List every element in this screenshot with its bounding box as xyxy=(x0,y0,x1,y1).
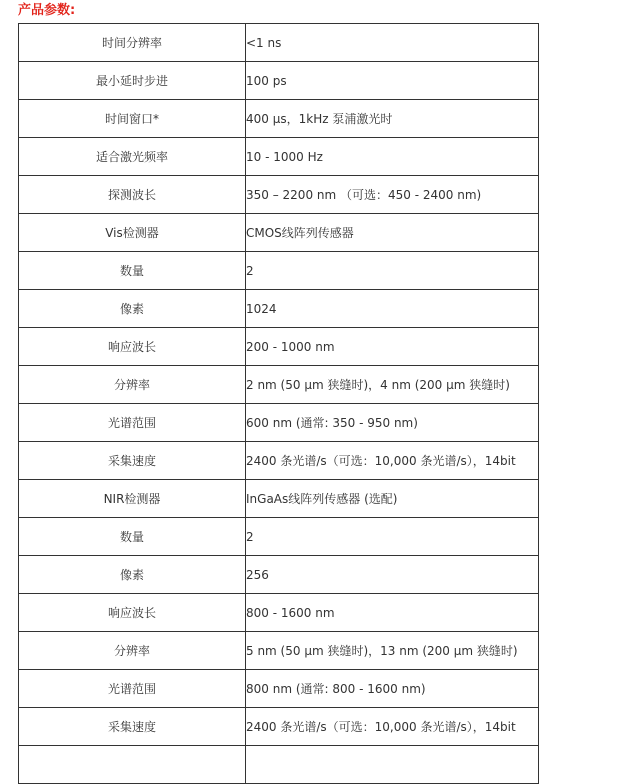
param-value: 5 nm (50 μm 狭缝时)，13 nm (200 μm 狭缝时) xyxy=(246,632,539,670)
table-row xyxy=(19,24,539,62)
param-label: Vis检测器 xyxy=(19,214,246,252)
table-row xyxy=(19,100,539,138)
param-label: 响应波长 xyxy=(19,328,246,366)
param-label: 最小延时步进 xyxy=(19,62,246,100)
param-value: 600 nm (通常: 350 - 950 nm) xyxy=(246,404,539,442)
param-label: 像素 xyxy=(19,290,246,328)
table-row xyxy=(19,138,539,176)
param-value: 800 - 1600 nm xyxy=(246,594,539,632)
param-value: 2 nm (50 μm 狭缝时)，4 nm (200 μm 狭缝时) xyxy=(246,366,539,404)
table-row xyxy=(19,366,539,404)
table-row xyxy=(19,404,539,442)
param-value: 200 - 1000 nm xyxy=(246,328,539,366)
param-value: 10 - 1000 Hz xyxy=(246,138,539,176)
table-row xyxy=(19,670,539,708)
param-label: 数量 xyxy=(19,518,246,556)
param-label: 时间分辨率 xyxy=(19,24,246,62)
param-label: 适合激光频率 xyxy=(19,138,246,176)
table-row xyxy=(19,62,539,100)
param-value: InGaAs线阵列传感器 (选配) xyxy=(246,480,539,518)
param-value: 2 xyxy=(246,518,539,556)
table-row xyxy=(19,632,539,670)
table-row xyxy=(19,328,539,366)
table-row xyxy=(19,708,539,746)
table-row xyxy=(19,518,539,556)
table-row xyxy=(19,480,539,518)
param-value: 2400 条光谱/s（可选：10,000 条光谱/s），14bit xyxy=(246,708,539,746)
table-row xyxy=(19,746,539,784)
param-label: 分辨率 xyxy=(19,632,246,670)
param-label: 时间窗口* xyxy=(19,100,246,138)
section-heading: 产品参数: xyxy=(18,3,76,18)
param-value: 350 – 2200 nm （可选：450 - 2400 nm) xyxy=(246,176,539,214)
param-value: 100 ps xyxy=(246,62,539,100)
param-value: CMOS线阵列传感器 xyxy=(246,214,539,252)
product-parameters-table xyxy=(18,23,539,784)
param-label xyxy=(19,746,246,784)
param-value: 2400 条光谱/s（可选：10,000 条光谱/s），14bit xyxy=(246,442,539,480)
param-label: 采集速度 xyxy=(19,708,246,746)
param-label: 光谱范围 xyxy=(19,404,246,442)
param-label: 采集速度 xyxy=(19,442,246,480)
param-label: 数量 xyxy=(19,252,246,290)
param-value: <1 ns xyxy=(246,24,539,62)
table-row xyxy=(19,594,539,632)
param-value: 800 nm (通常: 800 - 1600 nm) xyxy=(246,670,539,708)
table-row xyxy=(19,556,539,594)
param-value: 400 μs，1kHz 泵浦激光时 xyxy=(246,100,539,138)
table-row xyxy=(19,252,539,290)
table-row xyxy=(19,214,539,252)
param-label: NIR检测器 xyxy=(19,480,246,518)
param-label: 分辨率 xyxy=(19,366,246,404)
param-label: 像素 xyxy=(19,556,246,594)
param-label: 响应波长 xyxy=(19,594,246,632)
param-value: 1024 xyxy=(246,290,539,328)
table-row xyxy=(19,176,539,214)
table-row xyxy=(19,442,539,480)
param-value xyxy=(246,746,539,784)
param-value: 2 xyxy=(246,252,539,290)
param-label: 光谱范围 xyxy=(19,670,246,708)
param-value: 256 xyxy=(246,556,539,594)
param-label: 探测波长 xyxy=(19,176,246,214)
table-row xyxy=(19,290,539,328)
